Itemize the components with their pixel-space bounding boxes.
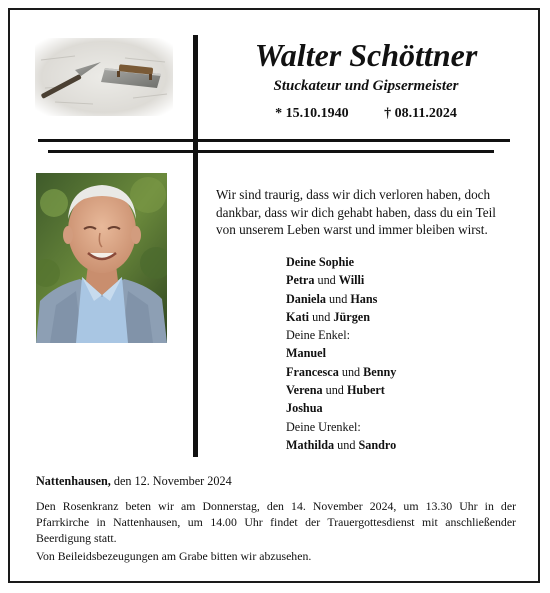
mourner-name: Sandro: [358, 437, 397, 452]
mourner-name: Jürgen: [333, 309, 370, 324]
mourner-line: [286, 290, 516, 308]
birth-date: * 15.10.1940: [275, 106, 349, 121]
portrait-photo: [36, 173, 167, 343]
place-name: Nattenhausen,: [36, 474, 111, 488]
mourner-line: [286, 381, 516, 399]
conjunction: und: [334, 437, 359, 452]
mourner-name: Hubert: [346, 383, 385, 398]
mourner-name: Verena: [286, 383, 323, 398]
profession-title: Stuckateur und Gipsermeister: [273, 78, 459, 94]
notice-line: Pfarrkirche in Nattenhausen, um 14.00 Uhr findet der Trauergottesdienst mit anschließender: [36, 515, 516, 529]
mourner-line: [286, 308, 516, 326]
notice-line: Beerdigung statt.: [36, 531, 117, 545]
mourner-name: Kati: [286, 309, 310, 324]
verse-line: von unserem Leben warst und immer bleiben wirst.: [216, 222, 488, 237]
mourner-name: Francesca: [286, 364, 339, 379]
verse-line: dankbar, dass wir dich gehabt haben, dass du ein Teil: [216, 204, 496, 220]
conjunction: und: [325, 291, 351, 306]
cross-horizontal-bar-bottom: [48, 150, 494, 153]
mourner-line: [286, 436, 516, 454]
cross-horizontal-bar-top: [38, 139, 510, 142]
mourner-line: Manuel: [286, 346, 326, 361]
mourner-name: Mathilda: [286, 437, 335, 452]
mourner-name: Petra: [286, 273, 315, 288]
mourner-name: Benny: [363, 364, 397, 379]
mourner-name: Willi: [338, 273, 365, 288]
conjunction: und: [338, 364, 364, 379]
mourner-name: Daniela: [286, 291, 326, 306]
memorial-verse: [216, 186, 518, 239]
deceased-name: Walter Schöttner: [254, 37, 478, 73]
group-heading-grandchildren: Deine Enkel:: [286, 328, 350, 343]
cross-vertical-bar: [193, 35, 198, 457]
notice-date: den 12. November 2024: [110, 474, 232, 488]
mourner-line: [286, 271, 516, 289]
mourners-list: [286, 253, 516, 454]
place-and-date: [36, 473, 516, 489]
funeral-notice: [36, 498, 516, 546]
conjunction: und: [309, 309, 334, 324]
plastering-trowels-icon: [35, 38, 173, 116]
verse-line: Wir sind traurig, dass wir dich verloren haben, doch: [216, 187, 491, 202]
funeral-notice-body: [36, 498, 516, 546]
conjunction: und: [322, 383, 347, 398]
mourner-line: [286, 363, 516, 381]
condolence-notice: Von Beileidsbezeugungen am Grabe bitten wir abzusehen.: [36, 549, 312, 563]
conjunction: und: [314, 273, 339, 288]
mourner-name: Hans: [350, 291, 378, 306]
mourner-line: Joshua: [286, 401, 323, 416]
death-date: † 08.11.2024: [384, 106, 457, 121]
notice-line: Den Rosenkranz beten wir am Donnerstag, den 14. November 2024, um 13.30 Uhr in der: [36, 499, 516, 513]
group-heading-great-grandchildren: Deine Urenkel:: [286, 419, 361, 434]
mourner-line: Deine Sophie: [286, 255, 355, 269]
life-dates: [210, 105, 522, 123]
